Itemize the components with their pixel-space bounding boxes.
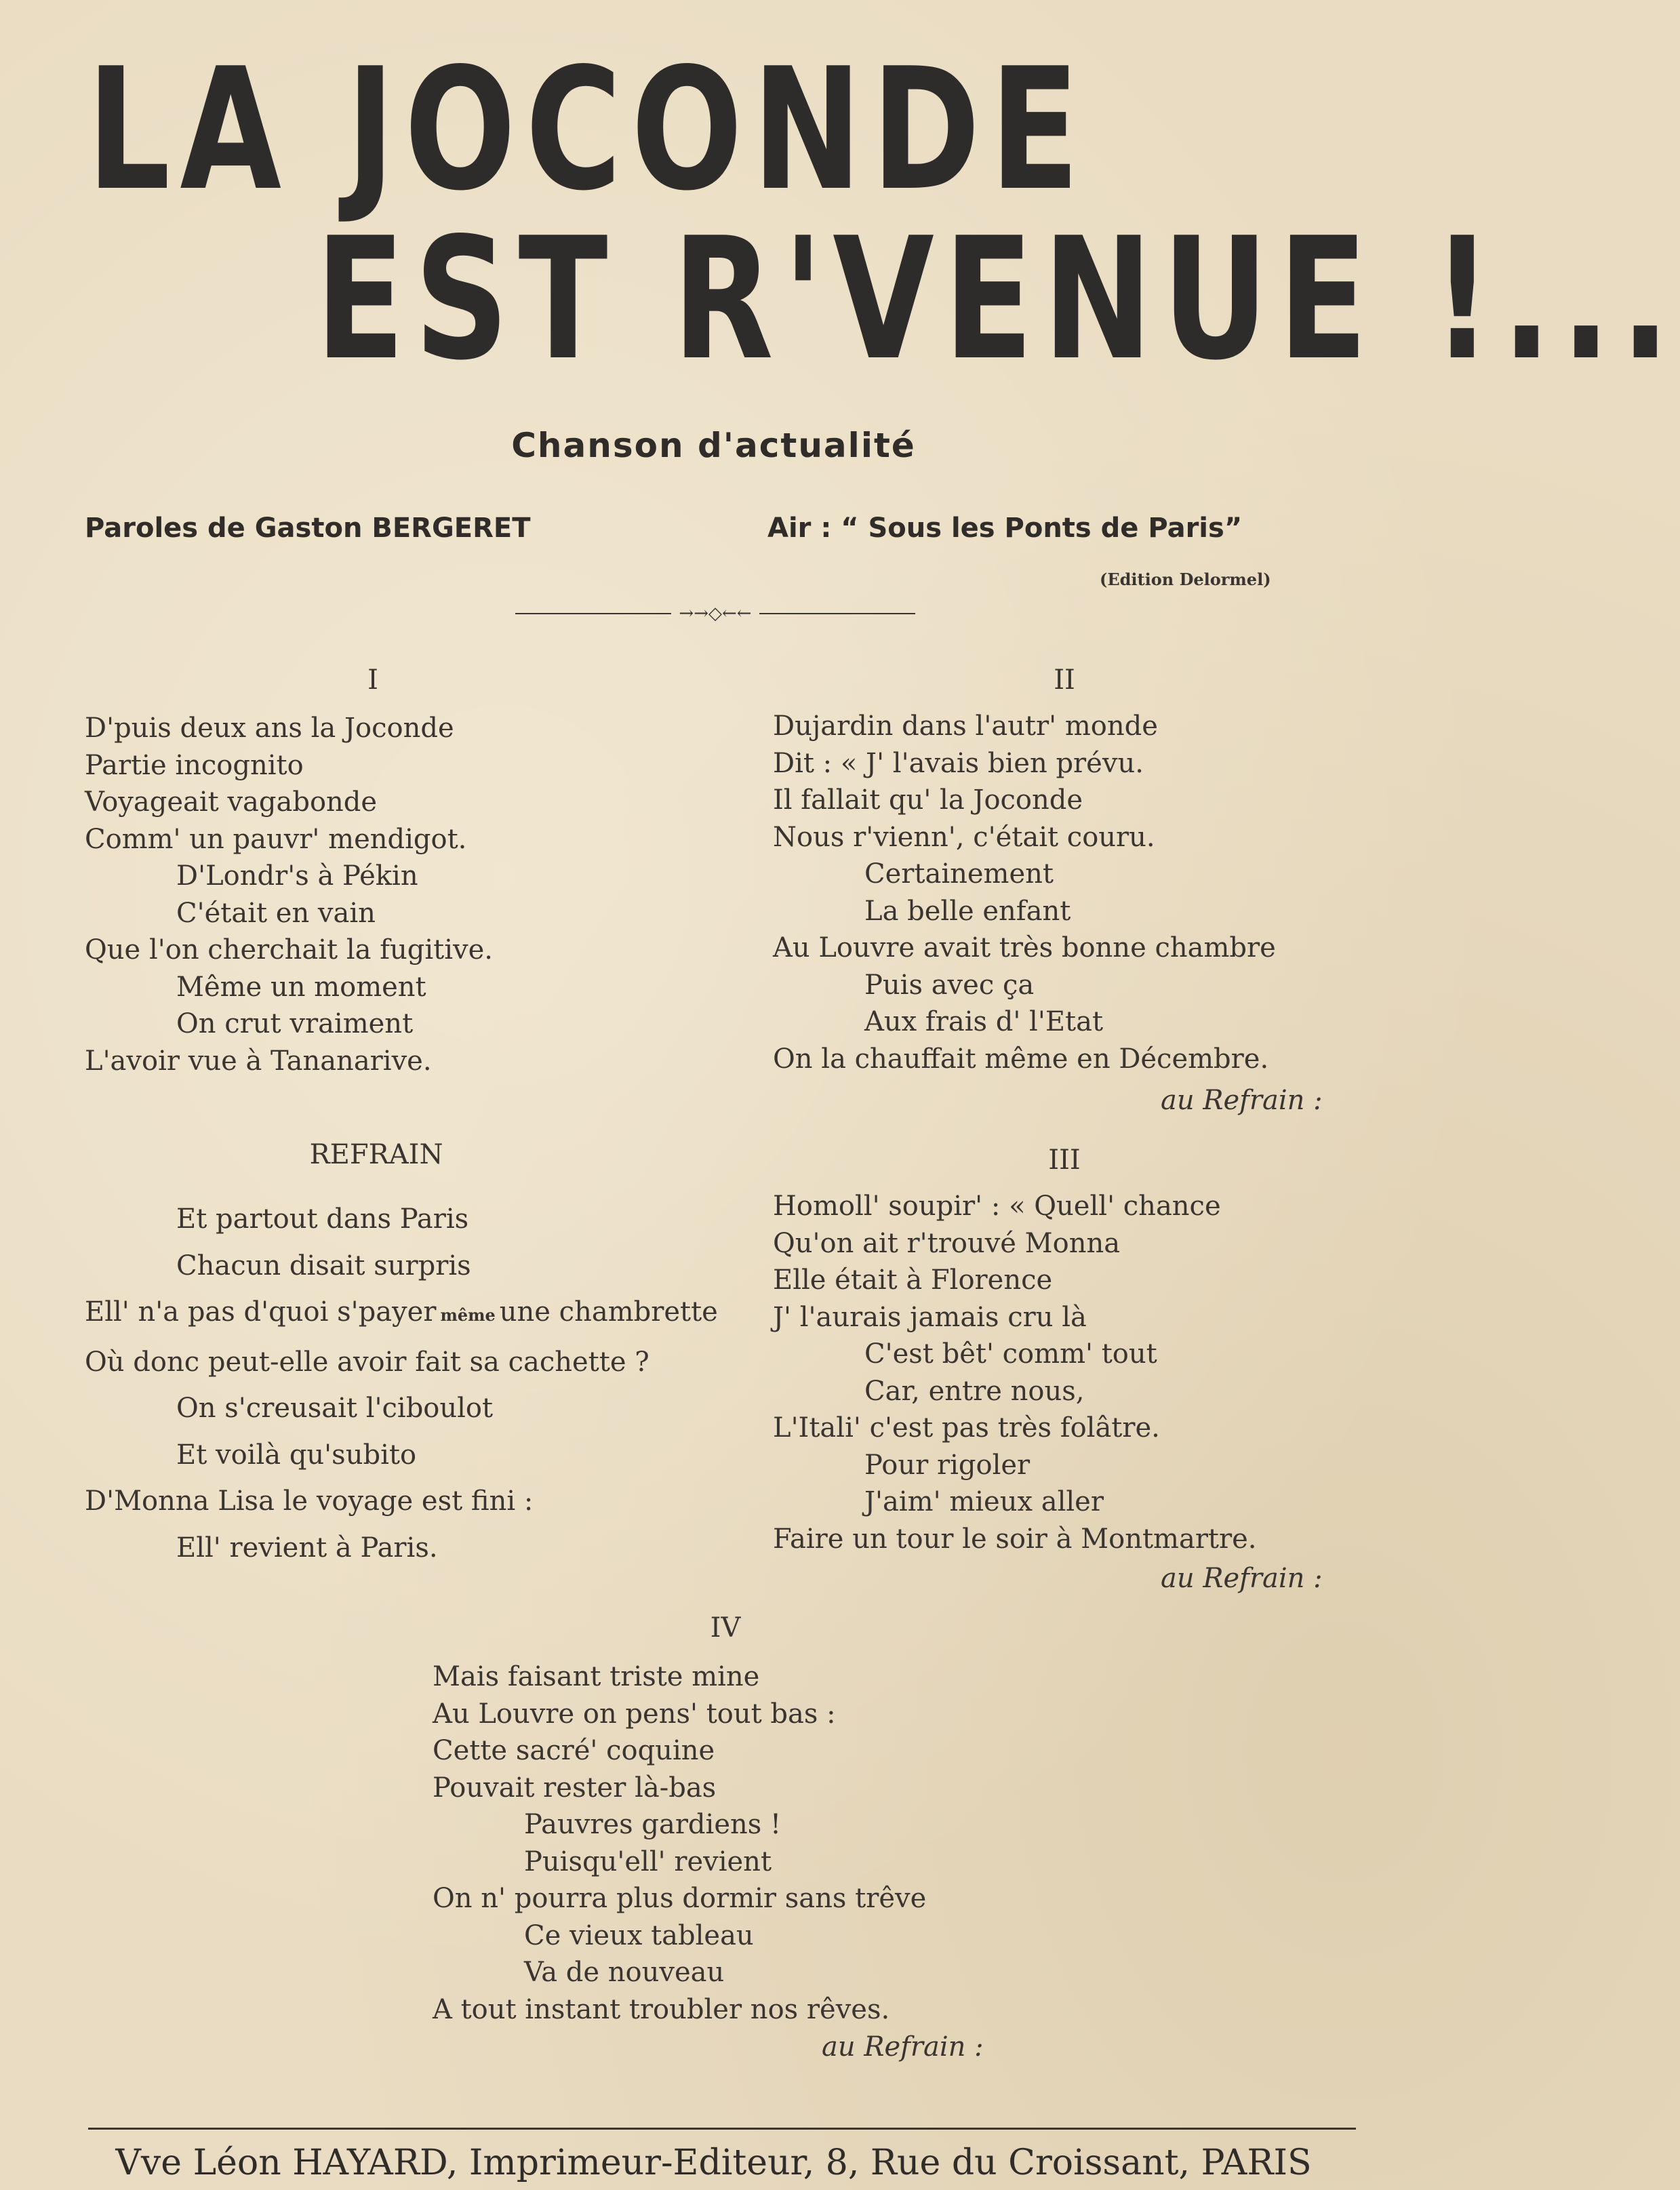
stanza-line: Certainement (864, 858, 1054, 890)
stanza-line: C'est bêt' comm' tout (864, 1338, 1157, 1370)
stanza-line: Puis avec ça (864, 969, 1035, 1001)
refrain-line: Chacun disait surpris (176, 1250, 471, 1281)
au-refrain-3: au Refrain : (1161, 1563, 1323, 1594)
stanza-line: Elle était à Florence (773, 1265, 1053, 1296)
stanza-line: D'puis deux ans la Joconde (85, 713, 454, 744)
stanza-line: Ce vieux tableau (524, 1919, 754, 1951)
lyricist-credit: Paroles de Gaston BERGERET (85, 513, 531, 544)
stanza-line: Même un moment (176, 971, 426, 1003)
refrain-line: Et partout dans Paris (176, 1203, 469, 1235)
stanza-line: L'Itali' c'est pas très folâtre. (773, 1412, 1160, 1444)
stanza-2 (773, 708, 1276, 1077)
stanza-line: Au Louvre avait très bonne chambre (773, 932, 1276, 963)
au-refrain-2: au Refrain : (1161, 1085, 1323, 1116)
stanza-line: Va de nouveau (524, 1957, 725, 1988)
stanza-line: La belle enfant (864, 895, 1071, 927)
stanza-line: Car, entre nous, (864, 1375, 1085, 1407)
stanza-line: On la chauffait même en Décembre. (773, 1043, 1269, 1075)
stanza-line: Nous r'vienn', c'était couru. (773, 821, 1155, 853)
stanza-number-2: II (1054, 664, 1075, 696)
stanza-line: On crut vraiment (176, 1008, 414, 1039)
stanza-number-4: IV (710, 1612, 741, 1644)
stanza-1 (85, 710, 493, 1079)
stanza-line: Que l'on cherchait la fugitive. (85, 934, 494, 965)
refrain-line-3 (85, 1289, 718, 1339)
air-credit: Air : “ Sous les Ponts de Paris” (767, 513, 1243, 544)
refrain-line: Et voilà qu'subito (176, 1439, 417, 1471)
refrain-heading: REFRAIN (309, 1139, 443, 1170)
stanza-line: J' l'aurais jamais cru là (773, 1301, 1087, 1333)
stanza-3 (773, 1188, 1257, 1557)
refrain-line: D'Monna Lisa le voyage est fini : (85, 1486, 534, 1517)
refrain-line-part: une chambrette (499, 1296, 718, 1328)
stanza-line: Pauvres gardiens ! (524, 1809, 782, 1840)
stanza-line: Dujardin dans l'autr' monde (773, 711, 1158, 742)
refrain-line-small: même (440, 1305, 496, 1325)
divider-ornament (515, 603, 915, 624)
stanza-line: Aux frais d' l'Etat (864, 1006, 1104, 1037)
stanza-line: A tout instant troubler nos rêves. (433, 1993, 890, 2025)
subtitle: Chanson d'actualité (511, 426, 916, 465)
stanza-line: Comm' un pauvr' mendigot. (85, 823, 467, 855)
stanza-line: J'aim' mieux aller (864, 1486, 1104, 1517)
stanza-line: D'Londr's à Pékin (176, 860, 418, 892)
stanza-line: Pour rigoler (864, 1449, 1031, 1481)
footer-rule (88, 2128, 1356, 2130)
stanza-line: Qu'on ait r'trouvé Monna (773, 1227, 1121, 1259)
stanza-line: C'était en vain (176, 897, 376, 929)
stanza-number-1: I (367, 664, 378, 696)
refrain-line: On s'creusait l'ciboulot (176, 1393, 494, 1424)
refrain (85, 1196, 718, 1571)
stanza-line: Mais faisant triste mine (433, 1661, 760, 1692)
refrain-line-part: Ell' n'a pas d'quoi s'payer (85, 1296, 437, 1328)
stanza-4 (433, 1658, 926, 2028)
stanza-line: Cette sacré' coquine (433, 1735, 715, 1766)
stanza-line: Faire un tour le soir à Montmartre. (773, 1523, 1257, 1555)
stanza-line: Au Louvre on pens' tout bas : (433, 1698, 836, 1730)
stanza-line: On n' pourra plus dormir sans trêve (433, 1883, 927, 1914)
stanza-number-3: III (1048, 1144, 1081, 1176)
printer-imprint: Vve Léon HAYARD, Imprimeur-Editeur, 8, Rue du Croissant, PARIS (115, 2143, 1312, 2183)
stanza-line: Partie incognito (85, 749, 304, 781)
ornament-glyph: →→◇←← (679, 603, 752, 624)
stanza-line: Puisqu'ell' revient (524, 1846, 772, 1877)
title-line-1: LA JOCONDE (87, 33, 1089, 228)
refrain-line: Où donc peut-elle avoir fait sa cachette ? (85, 1346, 649, 1378)
stanza-line: Dit : « J' l'avais bien prévu. (773, 747, 1144, 779)
title-line-2: EST R'VENUE !... (315, 202, 1680, 397)
au-refrain-4: au Refrain : (822, 2031, 984, 2063)
refrain-line: Ell' revient à Paris. (176, 1532, 438, 1564)
stanza-line: Homoll' soupir' : « Quell' chance (773, 1191, 1221, 1222)
edition-note: (Edition Delormel) (1100, 570, 1271, 589)
stanza-line: L'avoir vue à Tananarive. (85, 1045, 432, 1077)
stanza-line: Pouvait rester là-bas (433, 1772, 717, 1804)
stanza-line: Voyageait vagabonde (85, 787, 378, 818)
stanza-line: Il fallait qu' la Joconde (773, 784, 1083, 816)
